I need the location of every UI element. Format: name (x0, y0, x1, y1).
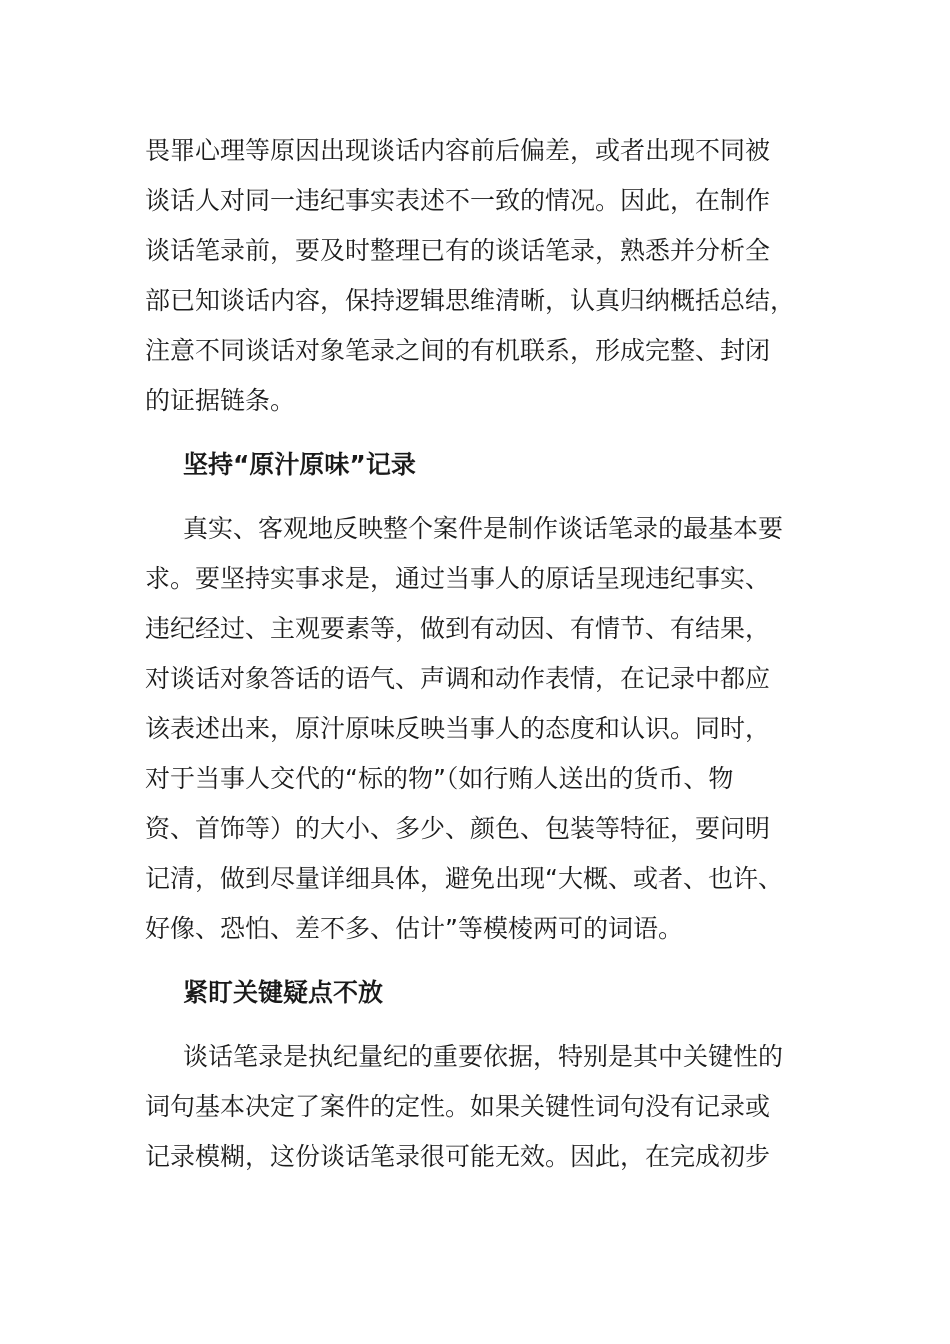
section-heading-2: 紧盯关键疑点不放 (183, 978, 384, 1007)
paragraph-line: 对于当事人交代的“标的物”（如行贿人送出的货币、物 (145, 764, 734, 793)
paragraph-line: 资、首饰等）的大小、多少、颜色、包装等特征，要问明 (145, 814, 771, 843)
section-heading-1: 坚持“原汁原味”记录 (183, 450, 416, 479)
paragraph-line: 词句基本决定了案件的定性。如果关键性词句没有记录或 (145, 1092, 771, 1121)
paragraph-line: 谈话笔录是执纪量纪的重要依据，特别是其中关键性的 (183, 1042, 784, 1071)
paragraph-line: 求。要坚持实事求是，通过当事人的原话呈现违纪事实、 (145, 564, 771, 593)
paragraph-1 (145, 126, 805, 426)
document-body (145, 126, 805, 1182)
paragraph-line: 注意不同谈话对象笔录之间的有机联系，形成完整、封闭 (145, 336, 771, 365)
paragraph-line: 该表述出来，原汁原味反映当事人的态度和认识。同时， (145, 714, 771, 743)
paragraph-2 (145, 504, 805, 954)
paragraph-line: 谈话人对同一违纪事实表述不一致的情况。因此，在制作 (145, 186, 771, 215)
paragraph-line: 部已知谈话内容，保持逻辑思维清晰，认真归纳概括总结， (145, 286, 796, 315)
paragraph-line: 畏罪心理等原因出现谈话内容前后偏差，或者出现不同被 (145, 136, 771, 165)
paragraph-line: 真实、客观地反映整个案件是制作谈话笔录的最基本要 (183, 514, 784, 543)
paragraph-line: 谈话笔录前，要及时整理已有的谈话笔录，熟悉并分析全 (145, 236, 771, 265)
paragraph-line: 好像、恐怕、差不多、估计”等模棱两可的词语。 (145, 914, 683, 943)
paragraph-line: 对谈话对象答话的语气、声调和动作表情，在记录中都应 (145, 664, 771, 693)
paragraph-line: 记录模糊，这份谈话笔录很可能无效。因此，在完成初步 (145, 1142, 771, 1171)
paragraph-line: 记清，做到尽量详细具体，避免出现“大概、或者、也许、 (145, 864, 783, 893)
paragraph-line: 的证据链条。 (145, 386, 296, 415)
paragraph-line: 违纪经过、主观要素等，做到有动因、有情节、有结果， (145, 614, 771, 643)
paragraph-3 (145, 1032, 805, 1182)
